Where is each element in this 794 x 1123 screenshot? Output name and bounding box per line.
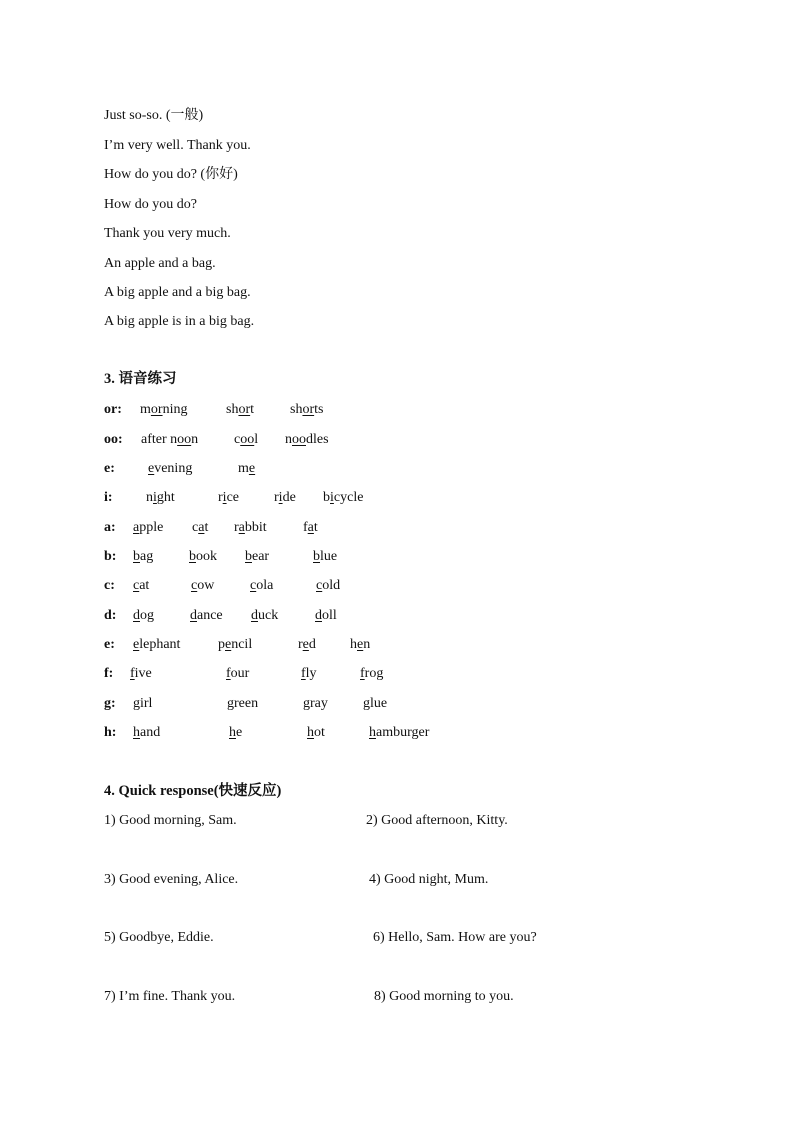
underlined-sound: e	[302, 637, 309, 652]
underlined-sound: or	[238, 402, 251, 417]
underlined-sound: oo	[240, 432, 255, 447]
underlined-sound: e	[133, 637, 140, 652]
phonics-word: cow	[191, 578, 215, 593]
underlined-sound: f	[360, 666, 365, 681]
response-item: 4) Good night, Mum.	[369, 872, 489, 887]
phrase-line: Thank you very much.	[104, 226, 231, 241]
phrase-line: An apple and a bag.	[104, 256, 216, 271]
phonics-word: girl	[133, 696, 153, 711]
phonics-word: hen	[350, 637, 371, 652]
response-item: 1) Good morning, Sam.	[104, 813, 237, 828]
phrase-line: A big apple is in a big bag.	[104, 314, 255, 329]
underlined-sound: e	[357, 637, 364, 652]
phonics-row-label: or:	[104, 402, 122, 417]
response-item: 3) Good evening, Alice.	[104, 872, 239, 887]
underlined-sound: oo	[177, 432, 192, 447]
phonics-word: dog	[133, 608, 154, 623]
phonics-word: morning	[140, 402, 188, 417]
section-3-heading: 3. 语音练习	[104, 371, 177, 387]
underlined-sound: b	[245, 549, 252, 564]
phonics-word: pencil	[218, 637, 253, 652]
phrase-line: A big apple and a big bag.	[104, 285, 251, 300]
phonics-word: bear	[245, 549, 270, 564]
phonics-word: bag	[133, 549, 154, 564]
phrase-line: How do you do? (你好)	[104, 167, 238, 182]
phonics-word: bicycle	[323, 490, 364, 505]
underlined-sound: a	[198, 520, 205, 535]
underlined-sound: h	[133, 725, 140, 740]
phonics-word: noodles	[285, 432, 329, 447]
underlined-sound: d	[190, 608, 197, 623]
underlined-sound: oo	[292, 432, 306, 447]
underlined-sound: f	[301, 666, 306, 681]
underlined-sound: c	[316, 578, 323, 593]
phonics-row-label: e:	[104, 461, 115, 476]
phonics-row-label: d:	[104, 608, 117, 623]
phonics-row-label: b:	[104, 549, 117, 564]
response-item: 5) Goodbye, Eddie.	[104, 930, 214, 945]
underlined-sound: b	[189, 549, 196, 564]
underlined-sound: h	[369, 725, 376, 740]
phonics-word: fly	[301, 666, 317, 681]
phonics-word: after noon	[141, 432, 199, 447]
response-item: 7) I’m fine. Thank you.	[104, 989, 236, 1004]
underlined-sound: a	[307, 520, 314, 535]
phonics-word: shorts	[290, 402, 324, 417]
phonics-word: gray	[303, 696, 328, 711]
underlined-sound: e	[148, 461, 155, 476]
phonics-row-label: c:	[104, 578, 115, 593]
phonics-word: he	[229, 725, 243, 740]
phonics-row-label: f:	[104, 666, 114, 681]
phonics-row-label: i:	[104, 490, 113, 505]
underlined-sound: i	[153, 490, 157, 505]
underlined-sound: d	[315, 608, 322, 623]
phrase-line: I’m very well. Thank you.	[104, 138, 251, 153]
underlined-sound: c	[191, 578, 198, 593]
underlined-sound: a	[238, 520, 245, 535]
phonics-row-label: g:	[104, 696, 116, 711]
underlined-sound: i	[278, 490, 283, 505]
phonics-word: me	[238, 461, 256, 476]
phonics-word: red	[298, 637, 316, 652]
phonics-word: dance	[190, 608, 223, 623]
phonics-row-label: oo:	[104, 432, 123, 447]
underlined-sound: e	[225, 637, 232, 652]
phonics-word: cat	[133, 578, 150, 593]
underlined-sound: b	[313, 549, 320, 564]
underlined-sound: i	[222, 490, 227, 505]
underlined-sound: c	[133, 578, 140, 593]
phonics-word: cool	[234, 432, 259, 447]
phonics-word: four	[226, 666, 250, 681]
section-4-heading: 4. Quick response(快速反应)	[104, 783, 282, 799]
phonics-word: cola	[250, 578, 274, 593]
underlined-sound: f	[130, 666, 135, 681]
phonics-word: short	[226, 402, 255, 417]
phonics-word: book	[189, 549, 217, 564]
response-item: 8) Good morning to you.	[374, 989, 514, 1004]
phonics-word: green	[227, 696, 259, 711]
underlined-sound: h	[307, 725, 314, 740]
response-item: 2) Good afternoon, Kitty.	[366, 813, 508, 828]
underlined-sound: e	[248, 461, 256, 476]
phonics-word: cat	[192, 520, 209, 535]
underlined-sound: b	[133, 549, 140, 564]
phonics-word: apple	[133, 520, 164, 535]
phonics-word: ride	[274, 490, 296, 505]
phonics-word: hot	[307, 725, 325, 740]
underlined-sound: d	[133, 608, 140, 623]
phonics-word: doll	[315, 608, 337, 623]
phonics-word: hand	[133, 725, 161, 740]
underlined-sound: i	[330, 490, 334, 505]
underlined-sound: g	[303, 696, 310, 711]
underlined-sound: or	[302, 402, 315, 417]
phonics-word: duck	[251, 608, 279, 623]
underlined-sound: f	[226, 666, 231, 681]
underlined-sound: h	[229, 725, 236, 740]
phonics-word: cold	[316, 578, 341, 593]
phonics-word: five	[130, 666, 152, 681]
phrase-line: Just so-so. (一般)	[104, 108, 204, 123]
phonics-word: night	[146, 490, 175, 505]
underlined-sound: g	[133, 696, 140, 711]
response-item: 6) Hello, Sam. How are you?	[373, 930, 537, 945]
phrase-line: How do you do?	[104, 197, 197, 212]
phonics-word: rice	[218, 490, 239, 505]
phonics-word: blue	[313, 549, 338, 564]
phonics-word: glue	[363, 696, 388, 711]
phonics-word: hamburger	[369, 725, 430, 740]
underlined-sound: or	[150, 402, 163, 417]
phonics-word: frog	[360, 666, 384, 681]
phonics-row-label: h:	[104, 725, 117, 740]
phonics-row-label: e:	[104, 637, 115, 652]
underlined-sound: c	[250, 578, 257, 593]
phonics-word: rabbit	[234, 520, 267, 535]
phonics-word: elephant	[133, 637, 181, 652]
phonics-word: fat	[303, 520, 318, 535]
underlined-sound: a	[133, 520, 140, 535]
underlined-sound: d	[251, 608, 258, 623]
phonics-row-label: a:	[104, 520, 116, 535]
underlined-sound: g	[227, 696, 234, 711]
phonics-word: evening	[148, 461, 193, 476]
underlined-sound: g	[363, 696, 370, 711]
